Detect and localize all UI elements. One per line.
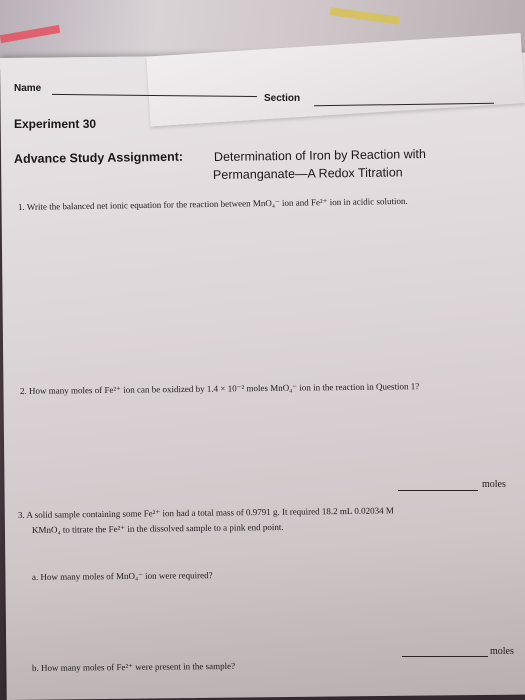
page-title-line2: Permanganate—A Redox Titration (212, 165, 403, 182)
background-stripe (330, 7, 400, 25)
page-title-line1: Determination of Iron by Reaction with (213, 147, 426, 164)
answer-unit: moles (490, 646, 514, 657)
question-text: A solid sample containing some Fe²⁺ ion had a total mass of 0.9791 g. It required 18.2 mL 0.02034 M (26, 505, 394, 520)
assignment-label: Advance Study Assignment: (13, 149, 184, 166)
question-text: How many moles of Fe²⁺ ion can be oxidized by 1.4 × 10⁻² moles MnO₄⁻ ion in the reaction in Question 1? (28, 381, 420, 396)
subquestion-text: How many moles of Fe²⁺ were present in the sample? (40, 660, 236, 673)
subquestion-label: b. (31, 662, 39, 673)
question-3-continued: KMnO₄ to titrate the Fe²⁺ in the dissolved sample to a pink end point. (31, 521, 284, 535)
question-text: Write the balanced net ionic equation for the reaction between MnO₄⁻ ion and Fe²⁺ ion in acidic solution. (26, 195, 408, 212)
answer-line-q3a[interactable] (402, 656, 488, 657)
question-number: 1. (17, 201, 25, 212)
subquestion-label: a. (31, 571, 39, 582)
name-label: Name (14, 83, 42, 94)
answer-line-q2[interactable] (398, 490, 478, 491)
background-stripe (0, 25, 60, 43)
question-number: 2. (19, 385, 27, 396)
experiment-number: Experiment 30 (14, 117, 97, 131)
question-3a (32, 570, 213, 583)
question-3b (32, 661, 235, 674)
question-number: 3. (17, 509, 25, 520)
answer-unit: moles (482, 479, 506, 490)
section-label: Section (264, 93, 301, 104)
subquestion-text: How many moles of MnO₄⁻ ion were required? (40, 570, 213, 582)
